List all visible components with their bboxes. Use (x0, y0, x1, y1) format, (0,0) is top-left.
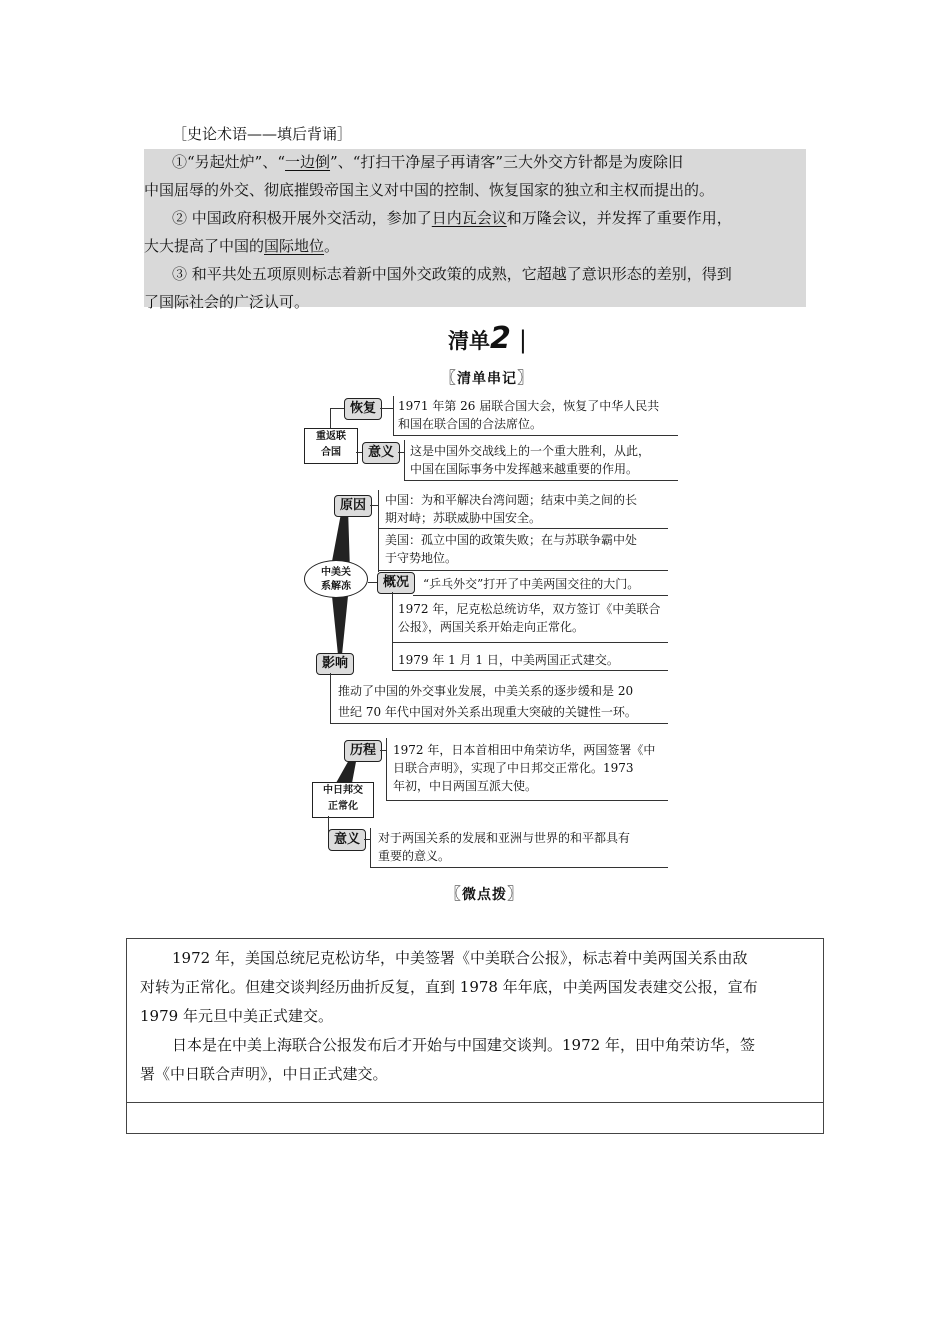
blank-answer: 日内瓦会议 (431, 209, 507, 227)
list-title: 清单2 | (448, 321, 527, 356)
connector (386, 738, 387, 800)
section-heading: ［史论术语——填后背诵］ (172, 125, 353, 143)
connector (380, 408, 393, 409)
tree2-branch-impact: 影响 (316, 653, 354, 675)
divider (404, 480, 678, 481)
connector (330, 673, 331, 723)
divider (126, 1102, 823, 1103)
point-1-line-1: ①“另起灶炉”、“一边倒”、“打扫干净屋子再请客”三大外交方针都是为废除旧 (172, 153, 684, 171)
tips-p1-line2: 对转为正常化。但建交谈判经历曲折反复，直到 1978 年年底，中美两国发表建交公报，宣布 (140, 978, 758, 996)
tree2-overview-text-pingpong: “乒乓外交”打开了中美两国交往的大门。 (423, 577, 640, 591)
connector (393, 396, 394, 436)
tree3-branch-process: 历程 (344, 740, 382, 762)
divider (378, 570, 668, 571)
divider (370, 867, 668, 868)
section-label-summary: 〖清单串记〗 (440, 368, 535, 387)
section-label-tips: 〖微点拨〗 (445, 884, 525, 903)
connector (370, 828, 371, 868)
divider (392, 642, 668, 643)
tree2-overview-text-nixon: 1972 年，尼克松总统访华，双方签订《中美联合 公报》，两国关系开始走向正常化。 (398, 602, 661, 634)
connector (368, 582, 377, 583)
connector (378, 490, 379, 572)
divider (392, 670, 668, 671)
tree2-cause-text-usa: 美国：孤立中国的政策失败；在与苏联争霸中处 于守势地位。 (385, 533, 638, 565)
divider (378, 528, 668, 529)
connector (404, 440, 405, 481)
point-1-line-2: 中国屈辱的外交、彻底摧毁帝国主义对中国的控制、恢复国家的独立和主权而提出的。 (144, 181, 715, 199)
tree3-branch-meaning: 意义 (328, 829, 366, 851)
tree2-overview-text-diplomatic: 1979 年 1 月 1 日，中美两国正式建交。 (398, 653, 619, 667)
tree3-process-text: 1972 年，日本首相田中角荣访华，两国签署《中 日联合声明》，实现了中日邦交正常化。1973 年初，中日两国互派大使。 (393, 743, 656, 793)
tree3-meaning-text: 对于两国关系的发展和亚洲与世界的和平都具有 重要的意义。 (378, 831, 631, 863)
tree2-root-node: 中美关 系解冻 (304, 560, 368, 598)
tips-p2-line2: 署《中日联合声明》，中日正式建交。 (140, 1065, 388, 1083)
point-3-line-1: ③ 和平共处五项原则标志着新中国外交政策的成熟，它超越了意识形态的差别，得到 (172, 265, 732, 283)
connector (380, 750, 386, 751)
divider (393, 435, 678, 436)
blank-answer: 一边倒 (285, 153, 331, 171)
connector (398, 452, 404, 453)
connector (330, 408, 344, 409)
point-2-line-2: 大大提高了中国的国际地位。 (144, 237, 340, 255)
blank-answer: 国际地位 (264, 237, 325, 255)
tree1-restore-text: 1971 年第 26 届联合国大会，恢复了中华人民共 和国在联合国的合法席位。 (398, 399, 660, 431)
tips-p1-line1: 1972 年，美国总统尼克松访华，中美签署《中美联合公报》，标志着中美两国关系由敌 (172, 949, 748, 967)
tree1-branch-meaning: 意义 (362, 442, 400, 464)
tree1-meaning-text: 这是中国外交战线上的一个重大胜利，从此， 中国在国际事务中发挥越来越重要的作用。 (410, 444, 651, 476)
divider (330, 723, 668, 724)
connector (364, 839, 370, 840)
tree2-branch-cause: 原因 (334, 495, 372, 517)
tree1-branch-restore: 恢复 (344, 398, 382, 420)
tree2-cause-text-china: 中国：为和平解决台湾问题；结束中美之间的长 期对峙；苏联威胁中国安全。 (385, 493, 638, 525)
tree3-root-node: 中日邦交 正常化 (312, 782, 374, 818)
connector (392, 592, 393, 670)
connector (330, 408, 331, 428)
connector (370, 505, 378, 506)
point-3-line-2: 了国际社会的广泛认可。 (144, 293, 310, 311)
tree2-impact-text: 推动了中国的外交事业发展，中美关系的逐步缓和是 20 世纪 70 年代中国对外关系出现重大突破的关键性一环。 (338, 684, 637, 719)
tree1-root-node: 重返联 合国 (304, 428, 358, 464)
divider (413, 595, 668, 596)
tips-p1-line3: 1979 年元旦中美正式建交。 (140, 1007, 333, 1025)
tree2-branch-overview: 概况 (377, 572, 415, 594)
divider (386, 800, 668, 801)
tips-p2-line1: 日本是在中美上海联合公报发布后才开始与中国建交谈判。1972 年，田中角荣访华，签 (172, 1036, 755, 1054)
point-2-line-1: ② 中国政府积极开展外交活动，参加了日内瓦会议和万隆会议，并发挥了重要作用， (172, 209, 732, 227)
